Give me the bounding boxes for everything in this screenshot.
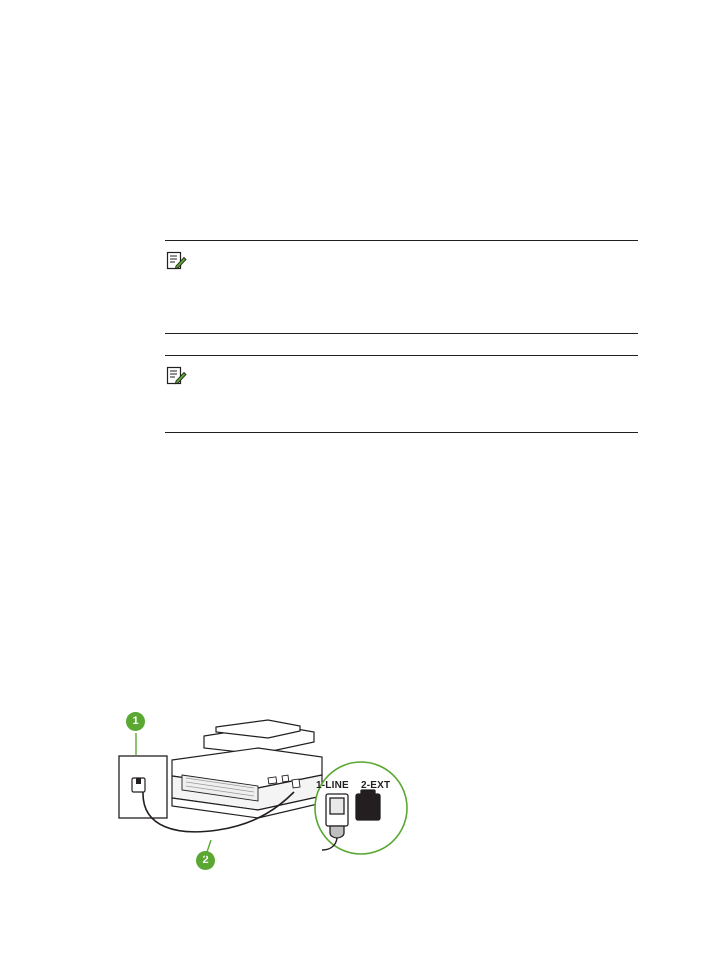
port-label-2-ext: 2-EXT xyxy=(361,780,391,791)
callout-2: 2 xyxy=(196,851,215,870)
callout-1: 1 xyxy=(126,712,145,731)
note-block-2 xyxy=(165,355,638,433)
note-icon xyxy=(165,365,187,387)
note-bottom-rule xyxy=(165,432,638,433)
port-label-1-line: 1-LINE xyxy=(316,780,349,791)
note-body xyxy=(165,356,638,432)
fax-rear-connection-diagram xyxy=(108,700,438,885)
note-icon xyxy=(165,250,187,272)
note-block-1 xyxy=(165,240,638,334)
note-bottom-rule xyxy=(165,333,638,334)
note-body xyxy=(165,241,638,333)
figure-artwork xyxy=(108,700,438,885)
